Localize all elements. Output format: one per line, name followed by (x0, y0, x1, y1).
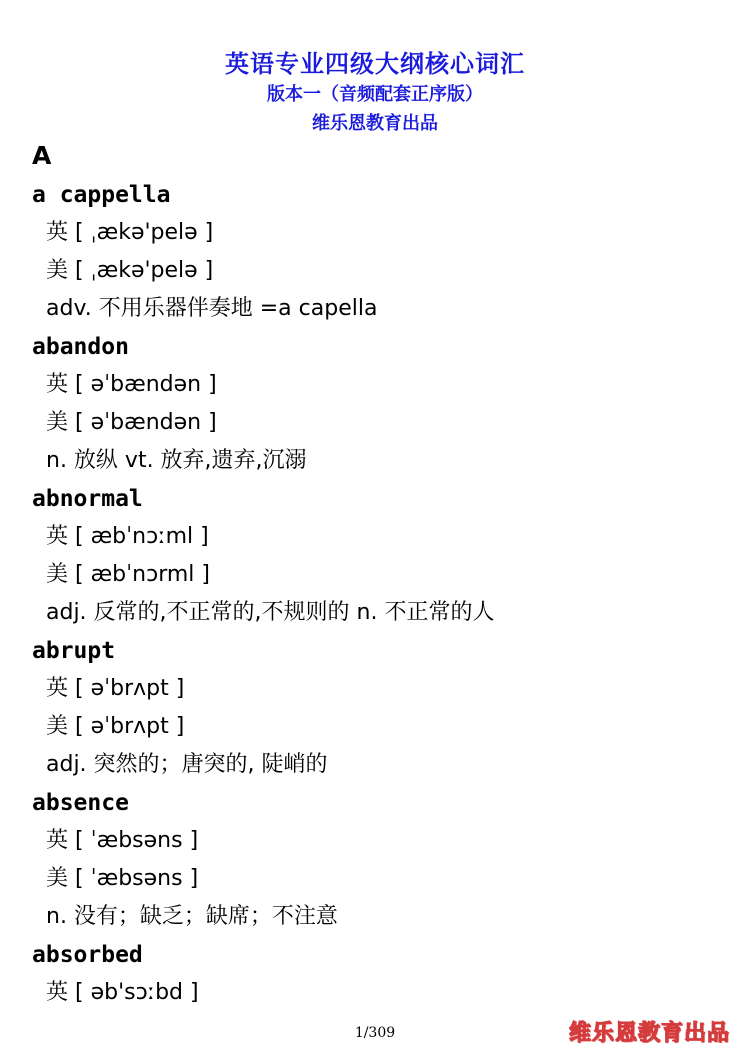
definition: n. 没有；缺乏；缺席；不注意 (46, 904, 338, 929)
page-number: 1/309 (354, 1025, 396, 1041)
section-letter: A (32, 141, 52, 170)
uk-pronunciation: 英 [ ˈæbsəns ] (46, 828, 199, 853)
document-title: 英语专业四级大纲核心词汇 (225, 50, 525, 78)
uk-pronunciation: 英 [ ˌækə'pelə ] (46, 220, 214, 245)
headword: absorbed (32, 942, 143, 968)
us-pronunciation: 美 [ æbˈnɔrml ] (46, 562, 210, 587)
definition: adj. 反常的,不正常的,不规则的 n. 不正常的人 (46, 600, 495, 625)
uk-pronunciation: 英 [ əˈbændən ] (46, 372, 217, 397)
vocabulary-list (0, 176, 750, 1012)
us-pronunciation: 美 [ ˌækə'pelə ] (46, 258, 214, 283)
us-pronunciation: 美 [ ˈæbsəns ] (46, 866, 199, 891)
definition: adv. 不用乐器伴奏地 =a capella (46, 296, 378, 321)
publisher-watermark: 维乐恩教育出品 (568, 1021, 730, 1046)
us-pronunciation: 美 [ əˈbrʌpt ] (46, 714, 185, 739)
entry-abnormal (0, 480, 750, 632)
headword: absence (32, 790, 129, 816)
uk-pronunciation: 英 [ æbˈnɔːml ] (46, 524, 209, 549)
entry-absence (0, 784, 750, 936)
headword: abnormal (32, 486, 143, 512)
definition: n. 放纵 vt. 放弃,遗弃,沉溺 (46, 448, 307, 473)
headword: a cappella (32, 182, 171, 208)
entry-abandon (0, 328, 750, 480)
publisher-line: 维乐恩教育出品 (312, 113, 438, 134)
document-subtitle: 版本一（音频配套正序版） (267, 84, 483, 105)
entry-a-cappella (0, 176, 750, 328)
entry-absorbed (0, 936, 750, 1012)
definition: adj. 突然的；唐突的, 陡峭的 (46, 752, 328, 777)
headword: abandon (32, 334, 129, 360)
entry-abrupt (0, 632, 750, 784)
headword: abrupt (32, 638, 116, 664)
uk-pronunciation: 英 [ əˈbrʌpt ] (46, 676, 185, 701)
uk-pronunciation: 英 [ əb'sɔːbd ] (46, 980, 199, 1005)
us-pronunciation: 美 [ əˈbændən ] (46, 410, 217, 435)
